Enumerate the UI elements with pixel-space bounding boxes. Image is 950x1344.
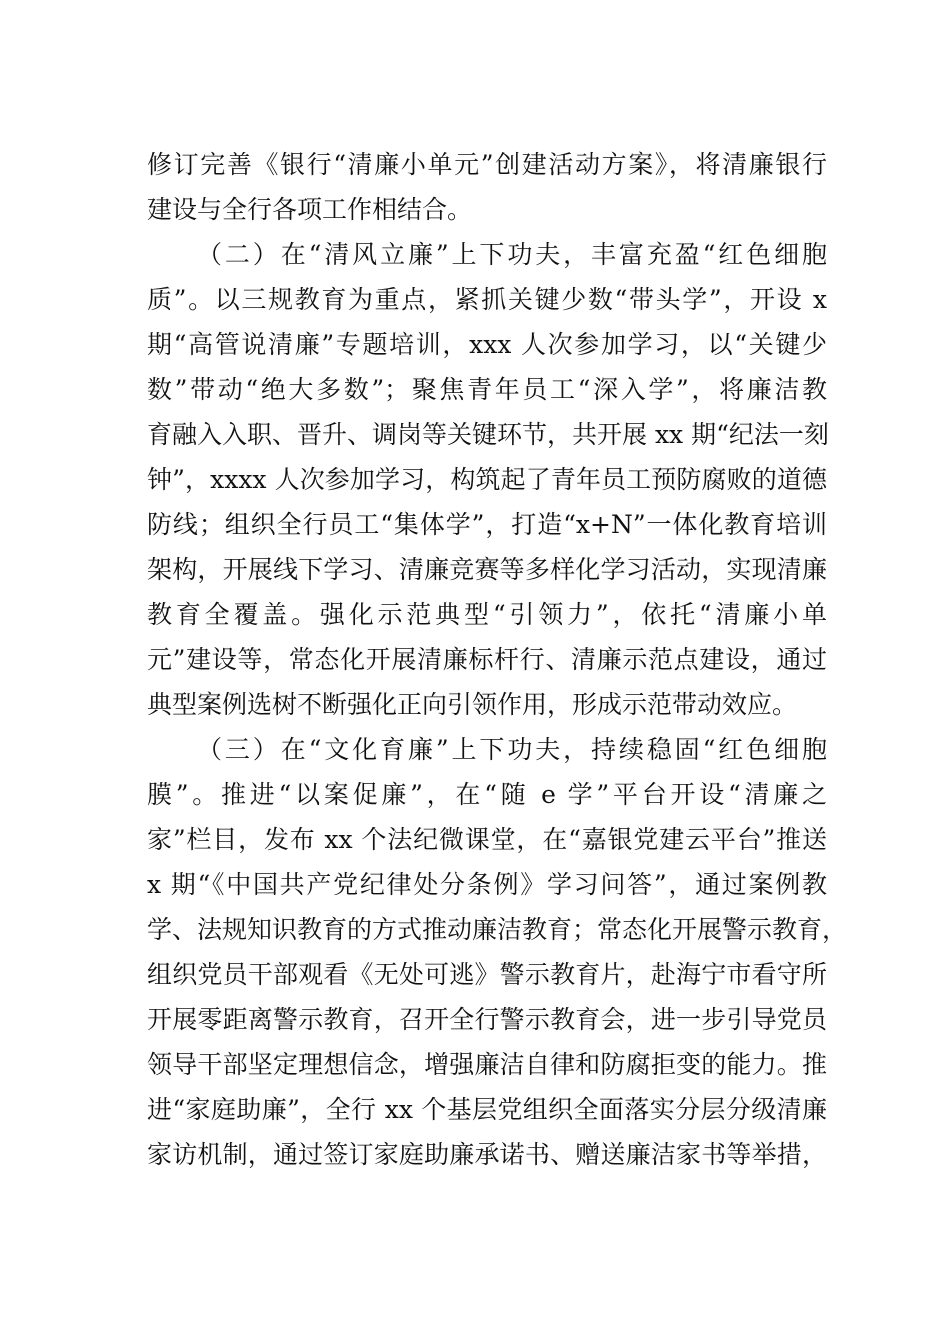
paragraph-2-line-3: 期“高管说清廉”专题培训，xxx 人次参加学习，以“关键少 <box>147 330 827 359</box>
paragraph-2-line-1: （二）在“清风立廉”上下功夫，丰富充盈“红色细胞 <box>197 240 827 269</box>
paragraph-3-line-8: 领导干部坚定理想信念，增强廉洁自律和防腐拒变的能力。推 <box>147 1050 827 1079</box>
paragraph-3-line-2: 膜”。推进“以案促廉”，在“随 e 学”平台开设“清廉之 <box>147 780 827 809</box>
paragraph-2-line-11: 典型案例选树不断强化正向引领作用，形成示范带动效应。 <box>147 690 798 719</box>
paragraph-1-line-1: 修订完善《银行“清廉小单元”创建活动方案》，将清廉银行 <box>147 150 827 179</box>
paragraph-1-line-2: 建设与全行各项工作相结合。 <box>147 195 473 224</box>
paragraph-2-line-2: 质”。以三规教育为重点，紧抓关键少数“带头学”，开设 x <box>147 285 827 314</box>
paragraph-2-line-5: 育融入入职、晋升、调岗等关键环节，共开展 xx 期“纪法一刻 <box>147 420 829 449</box>
paragraph-3-line-9: 进“家庭助廉”，全行 xx 个基层党组织全面落实分层分级清廉 <box>147 1095 827 1124</box>
paragraph-2-line-7: 防线；组织全行员工“集体学”，打造“x+N”一体化教育培训 <box>147 510 827 539</box>
paragraph-2-line-10: 元”建设等，常态化开展清廉标杆行、清廉示范点建设，通过 <box>147 645 827 674</box>
paragraph-3-line-3: 家”栏目，发布 xx 个法纪微课堂，在“嘉银党建云平台”推送 <box>147 825 827 854</box>
paragraph-3-line-5: 学、法规知识教育的方式推动廉洁教育；常态化开展警示教育， <box>147 915 848 944</box>
paragraph-3-line-10: 家访机制，通过签订家庭助廉承诺书、赠送廉洁家书等举措， <box>147 1140 827 1169</box>
paragraph-2-line-9: 教育全覆盖。强化示范典型“引领力”，依托“清廉小单 <box>147 600 827 629</box>
paragraph-3-line-7: 开展零距离警示教育，召开全行警示教育会，进一步引导党员 <box>147 1005 827 1034</box>
paragraph-2-line-8: 架构，开展线下学习、清廉竞赛等多样化学习活动，实现清廉 <box>147 555 827 584</box>
paragraph-3-line-6: 组织党员干部观看《无处可逃》警示教育片，赴海宁市看守所 <box>147 960 827 989</box>
paragraph-2-line-6: 钟”，xxxx 人次参加学习，构筑起了青年员工预防腐败的道德 <box>147 465 827 494</box>
paragraph-3-line-4: x 期“《中国共产党纪律处分条例》学习问答”，通过案例教 <box>147 870 827 899</box>
paragraph-2-line-4: 数”带动“绝大多数”；聚焦青年员工“深入学”，将廉洁教 <box>147 375 827 404</box>
paragraph-3-line-1: （三）在“文化育廉”上下功夫，持续稳固“红色细胞 <box>197 735 827 764</box>
